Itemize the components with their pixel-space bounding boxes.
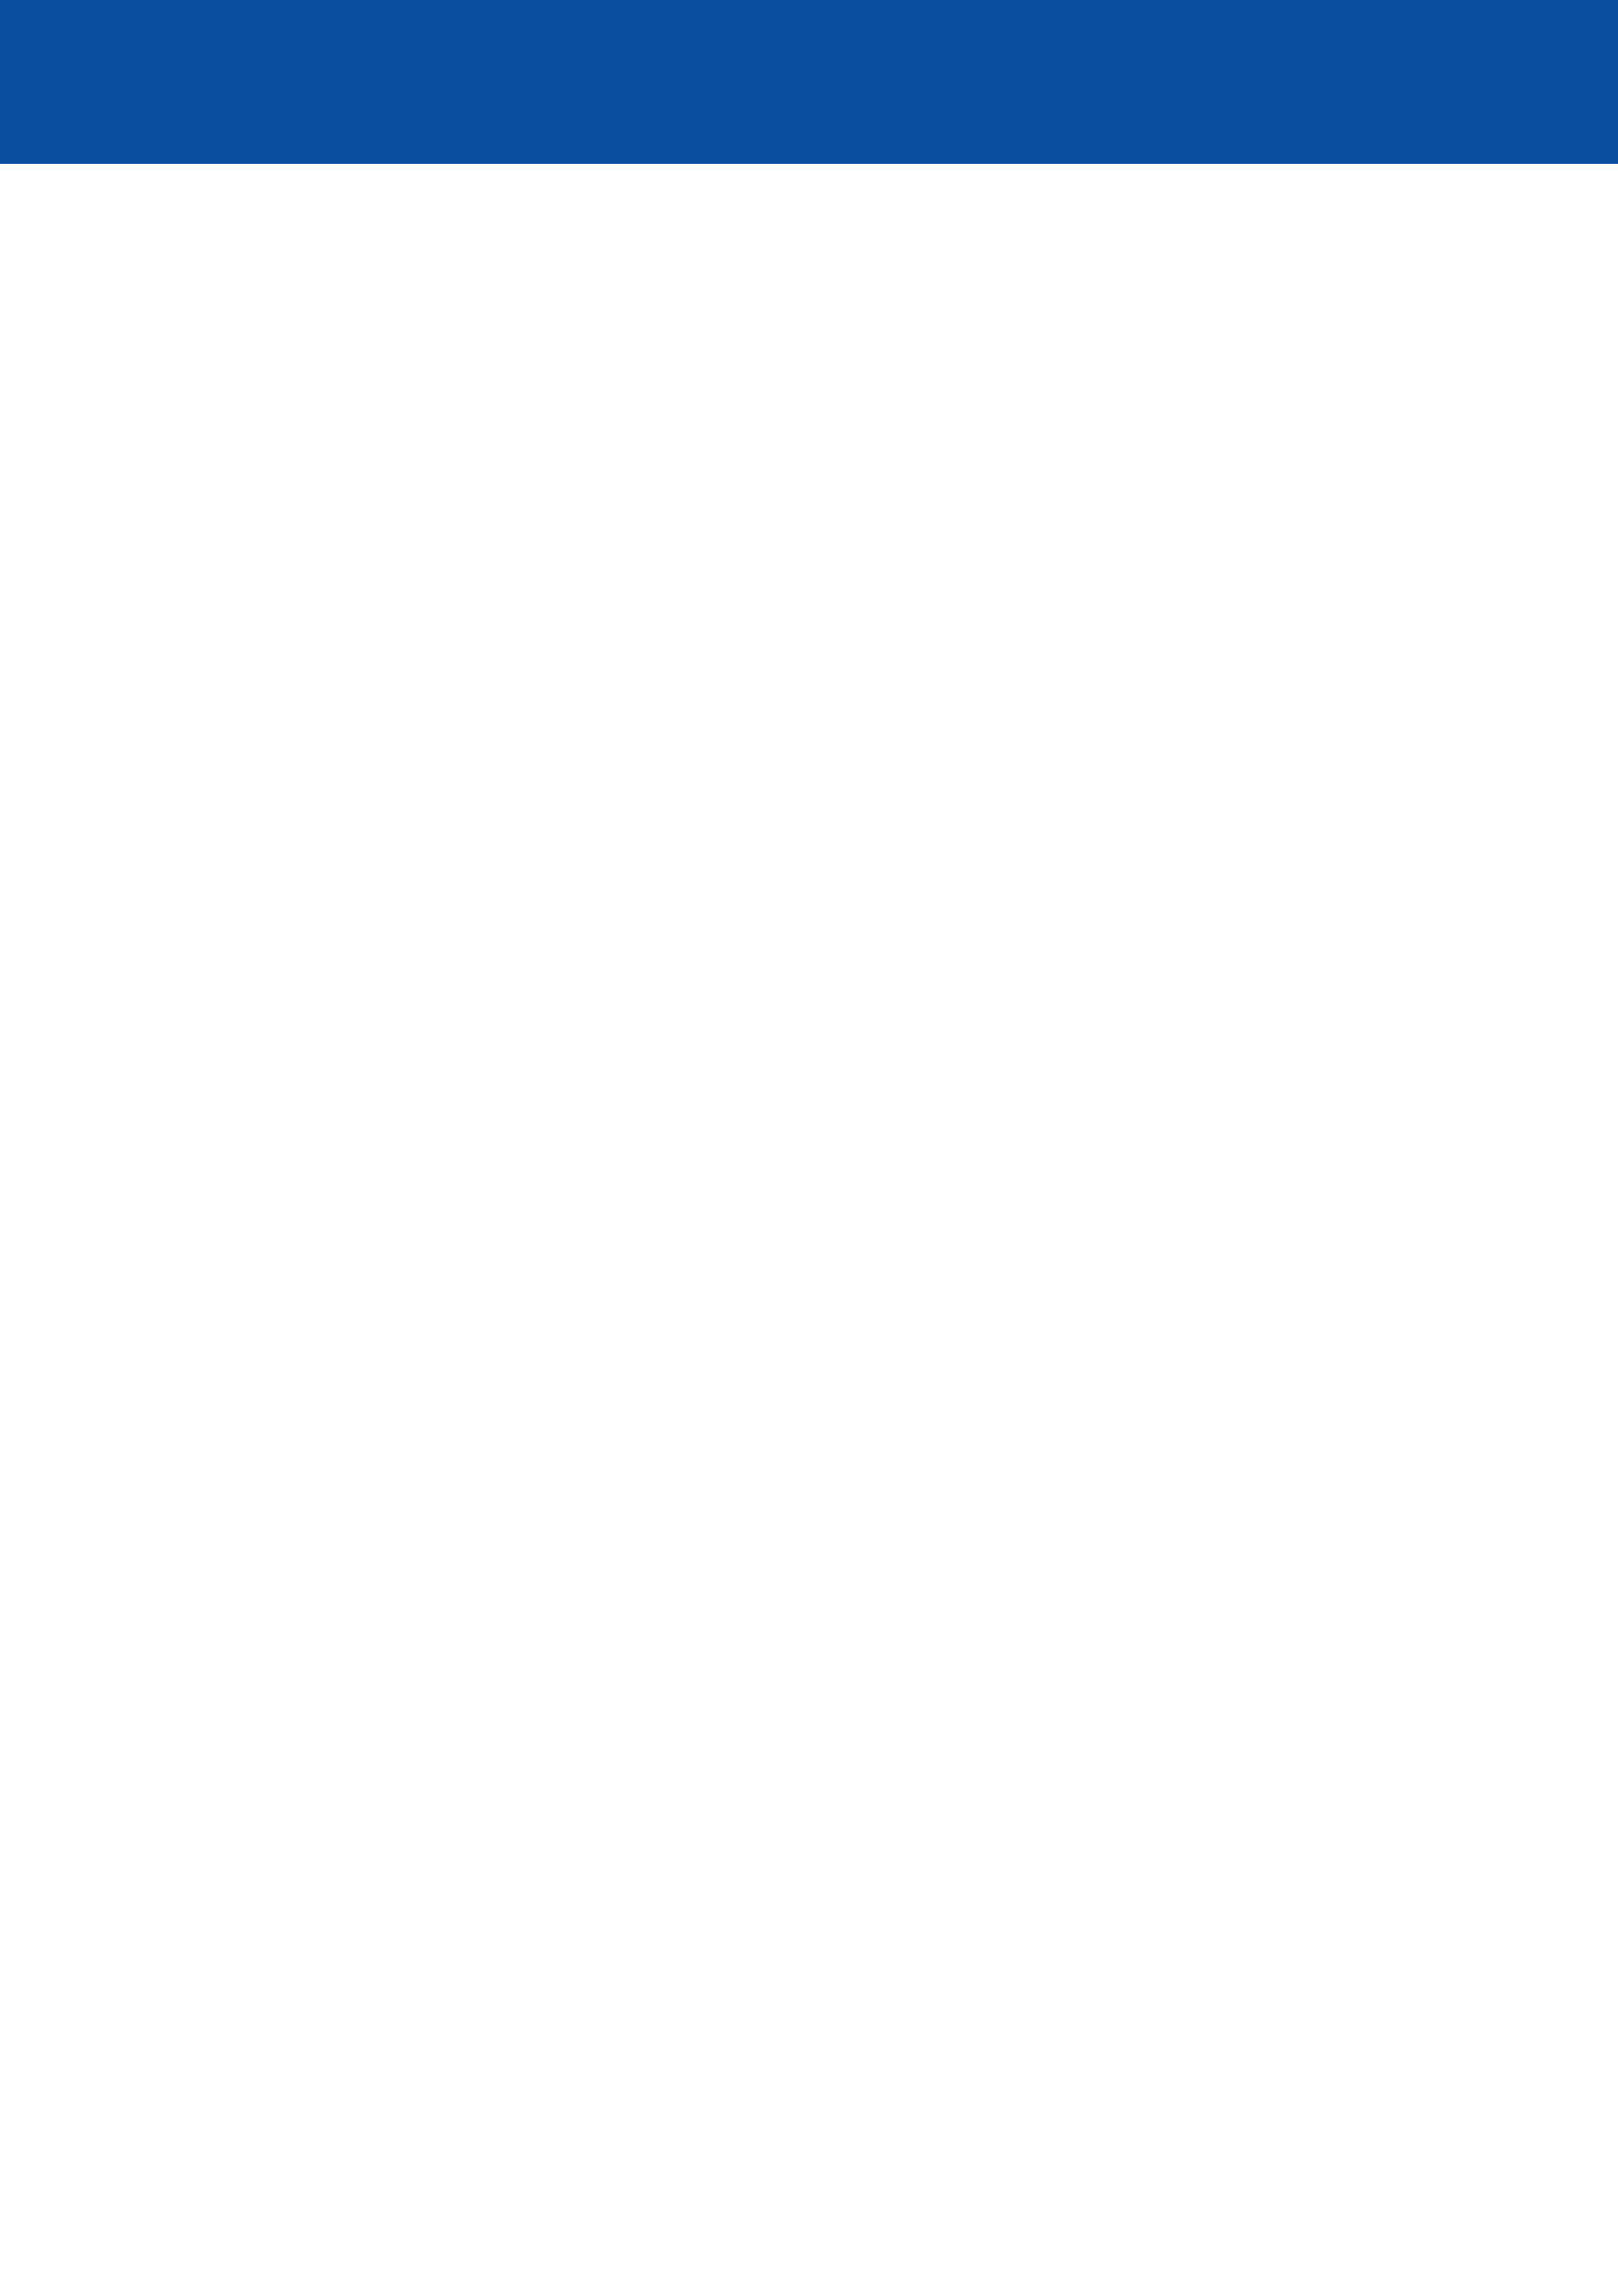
header-banner <box>0 0 1618 164</box>
